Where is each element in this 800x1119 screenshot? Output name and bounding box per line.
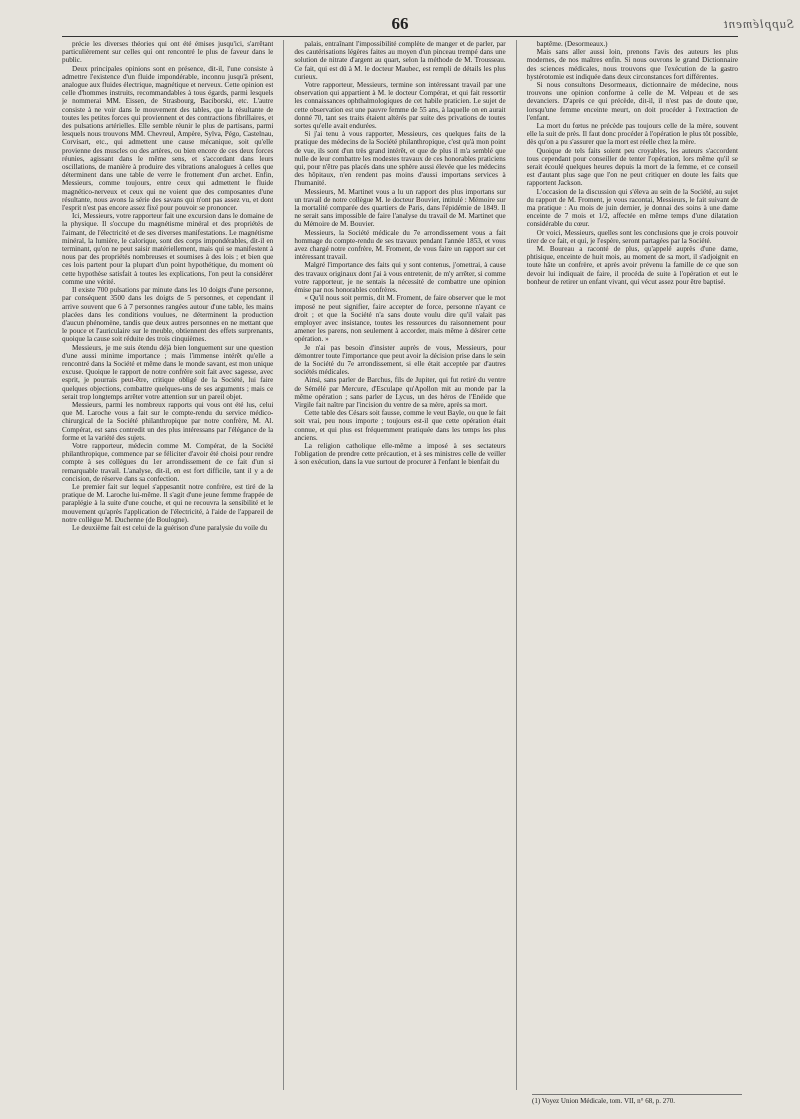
paragraph: La mort du fœtus ne précède pas toujours celle de la mère, souvent elle la suit de près. Il faut donc procéder à l'opération le plus tôt possible, dès qu'on a pu s'assurer que la mort est réelle chez la mère.	[526, 122, 738, 147]
footnote: (1) Voyez Union Médicale, tom. VII, n° 68, p. 270.	[532, 1094, 742, 1105]
paragraph: « Qu'il nous soit permis, dit M. Froment, de faire observer que le mot imposé ne peut signifier, faire accepter de force, personne n'ayant ce droit ; et que la Société n'a sans doute voulu dire qu'il valait pas employer avec insistance, toutes les ressources du raisonnement pour amener les parens, non seulement à accorder, mais même à désirer cette opération. »	[294, 294, 506, 344]
paragraph: M. Boureau a raconté de plus, qu'appelé auprès d'une dame, phtisique, enceinte de huit mois, au moment de sa mort, il s'adjoignit en toute hâte un confrère, et après avoir prévenu la famille de ce que son devoir lui indiquait de faire, il procéda de suite à l'opération et eut le bonheur de retirer un enfant vivant, qui vécut assez pour être baptisé.	[526, 245, 738, 286]
paragraph: Or voici, Messieurs, quelles sont les conclusions que je crois pouvoir tirer de ce fait, et qui, je l'espère, seront partagées par la Société.	[526, 228, 738, 245]
paragraph: Cette table des Césars soit fausse, comme le veut Bayle, ou que le fait soit vrai, peu nous importe ; toujours est-il que cette opération était connue, et qui plus est fréquemment pratiquée dans les temps les plus anciens.	[294, 409, 506, 442]
header-rule	[62, 36, 738, 37]
paragraph: Deux principales opinions sont en présence, dit-il, l'une consiste à admettre l'existence d'un fluide impondérable, inconnu jusqu'à présent, analogue aux fluides électrique, magnétique et nerveux. Cette opinion est celle d'hommes instruits, recommandables à tous égards, parmi lesquels je nommerai MM. Eissen, de Strasbourg, Baciborski, etc. L'autre consiste à ne voir dans le mouvement des tables, que la résultante de toutes les petites forces qui proviennent et des contractions fibrillaires, et des pulsations artérielles. Elle semble réunir le plus de partisans, parmi lesquels nous trouvons MM. Chevreul, Ampère, Sylva, Pégo, Castelnau, Corvisart, etc., qui admettent une cause mécanique, soit qu'elle provienne des muscles ou des artères, ou bien encore de ces deux forces réunies, agissant dans le même sens, et s'accordant dans leurs oscillations, de manière à produire des vibrations analogues à celles que déterminent dans une table de verre le frottement d'un archet. Enfin, Messieurs, comme toujours, entre ceux qui admettent le fluide magnético-nerveux et ceux qui ne voient que des composantes d'une résultante, nous avons la série des savans qui n'ont pas assez vu, et dont l'esprit n'est pas encore assez fixé pour pouvoir se prononcer.	[62, 64, 274, 213]
paragraph: Messieurs, parmi les nombreux rapports qui vous ont été lus, celui que M. Laroche vous a fait sur le compte-rendu du service médico-chirurgical de la Société philanthropique par notre confrère, M. Al. Compérat, est sans contredit un des plus intéressans par l'élégance de la forme et la variété des sujets.	[62, 400, 274, 442]
text-columns	[62, 40, 738, 1090]
paragraph: Je n'ai pas besoin d'insister auprès de vous, Messieurs, pour démontrer toute l'importance que peut avoir la décision prise dans le sein de la Société du 7e arrondissement, si elle était acceptée par d'autres sociétés médicales.	[294, 343, 506, 377]
column-left	[62, 40, 273, 1090]
paragraph: Le premier fait sur lequel s'appesantit notre confrère, est tiré de la pratique de M. Laroche lui-même. Il s'agit d'une jeune femme frappée de paraplégie à la suite d'une couche, et qui ne recouvra la sensibilité et le mouvement qu'après l'application de l'électricité, à l'aide de l'appareil de notre collègue M. Duchenne (de Boulogne).	[62, 482, 274, 524]
paragraph: Si nous consultons Desormeaux, dictionnaire de médecine, nous trouvons une opinion conforme à celle de M. Velpeau et de ses devanciers. D'après ce qui précède, dit-il, il n'est pas de doute que, lorsqu'une femme enceinte meurt, on doit procéder à l'extraction de l'enfant.	[526, 81, 738, 122]
column-right	[527, 40, 738, 1090]
paragraph: Messieurs, M. Martinet vous a lu un rapport des plus importans sur un travail de notre collègue M. le docteur Bouvier, intitulé : Mémoire sur la mortalité comparée des quartiers de Paris, dans l'épidémie de 1849. Il ne serait sans impossible de faire l'analyse du travail de M. Martinet que du Mémoire de M. Bouvier.	[294, 187, 506, 229]
paragraph: La religion catholique elle-même a imposé à ses sectateurs l'obligation de prendre cette précaution, et à ses ministres celle de veiller à son exécution, dans la vue surtout de procurer à l'enfant le bienfait du	[294, 441, 506, 467]
paragraph: Si j'ai tenu à vous rapporter, Messieurs, ces quelques faits de la pratique des médecins de la Société philanthropique, c'est qu'à mon point de vue, ils sont d'un très grand intérêt, et que de plus il m'a semblé que nulle de leur combattre les modestes travaux de ces honorables praticiens qui, pour n'être pas placés dans une sphère aussi élevée que les médecins des hôpitaux, n'en rendent pas moins d'aussi importans services à l'humanité.	[294, 130, 506, 188]
paragraph: Malgré l'importance des faits qui y sont contenus, j'omettrai, à cause des travaux originaux dont j'ai à vous entretenir, de m'y arrêter, si comme votre rapporteur, je ne sentais la nécessité de combattre une opinion émise par nos honorables confrères.	[294, 261, 506, 295]
paragraph: Votre rapporteur, Messieurs, termine son intéressant travail par une observation qui appartient à M. le docteur Compérat, et qui fait ressortir les connaissances ophthalmologiques de cet habile praticien. Le sujet de cette observation est une pauvre femme de 55 ans, à laquelle on en aurait donné 70, tant ses traits étaient altérés par suite des privations de toutes sortes qu'elle avait endurées.	[294, 81, 506, 131]
mirrored-header-text: Supplément	[723, 16, 794, 31]
paragraph: Ainsi, sans parler de Barchus, fils de Jupiter, qui fut retiré du ventre de Sémélé par Mercure, d'Esculape qu'Apollon mit au monde par la même opération ; sans parler de Lycus, un des héros de l'Enéide que Virgile fait naître par l'incision du ventre de sa mère, après sa mort.	[294, 376, 506, 409]
paragraph: précie les diverses théories qui ont été émises jusqu'ici, s'arrêtant particulièrement sur celles qui ont rencontré le plus de faveur dans le public.	[62, 40, 274, 65]
paragraph: Messieurs, la Société médicale du 7e arrondissement vous a fait hommage du compte-rendu de ses travaux pendant l'année 1853, et vous avez chargé notre confrère, M. Froment, de vous faire un rapport sur cet intéressant travail.	[294, 228, 506, 262]
column-divider	[516, 40, 517, 1090]
paragraph: Messieurs, je me suis étendu déjà bien longuement sur une question d'une aussi minime importance ; mais l'immense intérêt qu'elle a rencontré dans la Société et même dans le monde savant, est mon unique excuse. Quoique le rapport de notre confrère soit fait avec sagesse, avec esprit, je pourrais peut-être, critique obligé de la Société, lui faire quelques objections, combattre quelques-uns de ses arguments ; mais ce serait trop longtemps arrêter votre attention sur un pareil objet.	[62, 343, 274, 401]
paragraph: Le deuxième fait est celui de la guérison d'une paralysie du voile du	[72, 523, 268, 532]
column-middle	[294, 40, 505, 1090]
paragraph: L'occasion de la discussion qui s'éleva au sein de la Société, au sujet du rapport de M. Froment, je vous racontai, Messieurs, le fait suivant de ma pratique : Au mois de juin dernier, je donnai des soins à une dame enceinte de 7 mois et 1/2, affectée en même temps d'une dilatation considérable du cœur.	[526, 187, 738, 229]
paragraph: Ici, Messieurs, votre rapporteur fait une excursion dans le domaine de la physique. Il s'occupe du magnétisme minéral et des propriétés de l'aimant, de l'électricité et de ses diverses manifestations. Le magnétisme minéral, la lumière, le calorique, sont des corps impondérables, dit-il en terminant, qu'on ne peut saisir matériellement, mais qui se manifestent à nous par des propriétés nombreuses et soumises à des lois ; et bien que ces lois partent pour la plupart d'un point hypothétique, du moment où cette hypothèse satisfait à toutes les explications, l'on peut la considérer comme une vérité.	[62, 212, 274, 286]
page-number: 66	[391, 14, 409, 33]
paragraph: palais, entraînant l'impossibilité complète de manger et de parler, par des cautérisations légères faites au moyen d'un pinceau trempé dans une solution de nitrate d'argent au quart, selon la méthode de M. Trousseau. Ce fait, qui est dû à M. le docteur Maubec, est rempli de détails les plus curieux.	[294, 40, 506, 81]
paragraph: Quoique de tels faits soient peu croyables, les auteurs s'accordent tous cependant pour conseiller de tenter l'opération, lors même qu'il se serait écoulé quelques heures depuis la mort de la femme, et ce conseil est d'autant plus sage que l'on ne peut critiquer en doute les faits que rapportent Jackson.	[526, 146, 738, 188]
paragraph: baptême. (Desormeaux.)	[536, 40, 608, 48]
paragraph: Mais sans aller aussi loin, prenons l'avis des auteurs les plus modernes, de nos maîtres enfin. Si nous ouvrons le grand Dictionnaire des sciences médicales, nous trouvons que l'exécution de la gastro hystérotomie est indiquée dans deux circonstances fort différentes.	[526, 48, 738, 81]
column-divider	[283, 40, 284, 1090]
paragraph: Votre rapporteur, médecin comme M. Compérat, de la Société philanthropique, commence par se féliciter d'avoir été choisi pour rendre compte à ses collègues du 1er arrondissement de ce fait d'un si remarquable travail. L'analyse, dit-il, en est fort difficile, tant il y a de concision, de réserve dans sa confection.	[62, 441, 274, 483]
paragraph: Il existe 700 pulsations par minute dans les 10 doigts d'une personne, par conséquent 3500 dans les doigts de 5 personnes, et cependant il arrive souvent que 6 à 7 personnes rangées autour d'une table, les mains placées dans les conditions voulues, ne déterminent la production d'aucun phénomène, tandis que deux autres personnes en ne mettant que le pouce et l'auriculaire sur le meuble, obtiennent des effets surprenants, quoique la cause soit réduite des trois cinquièmes.	[62, 286, 274, 344]
